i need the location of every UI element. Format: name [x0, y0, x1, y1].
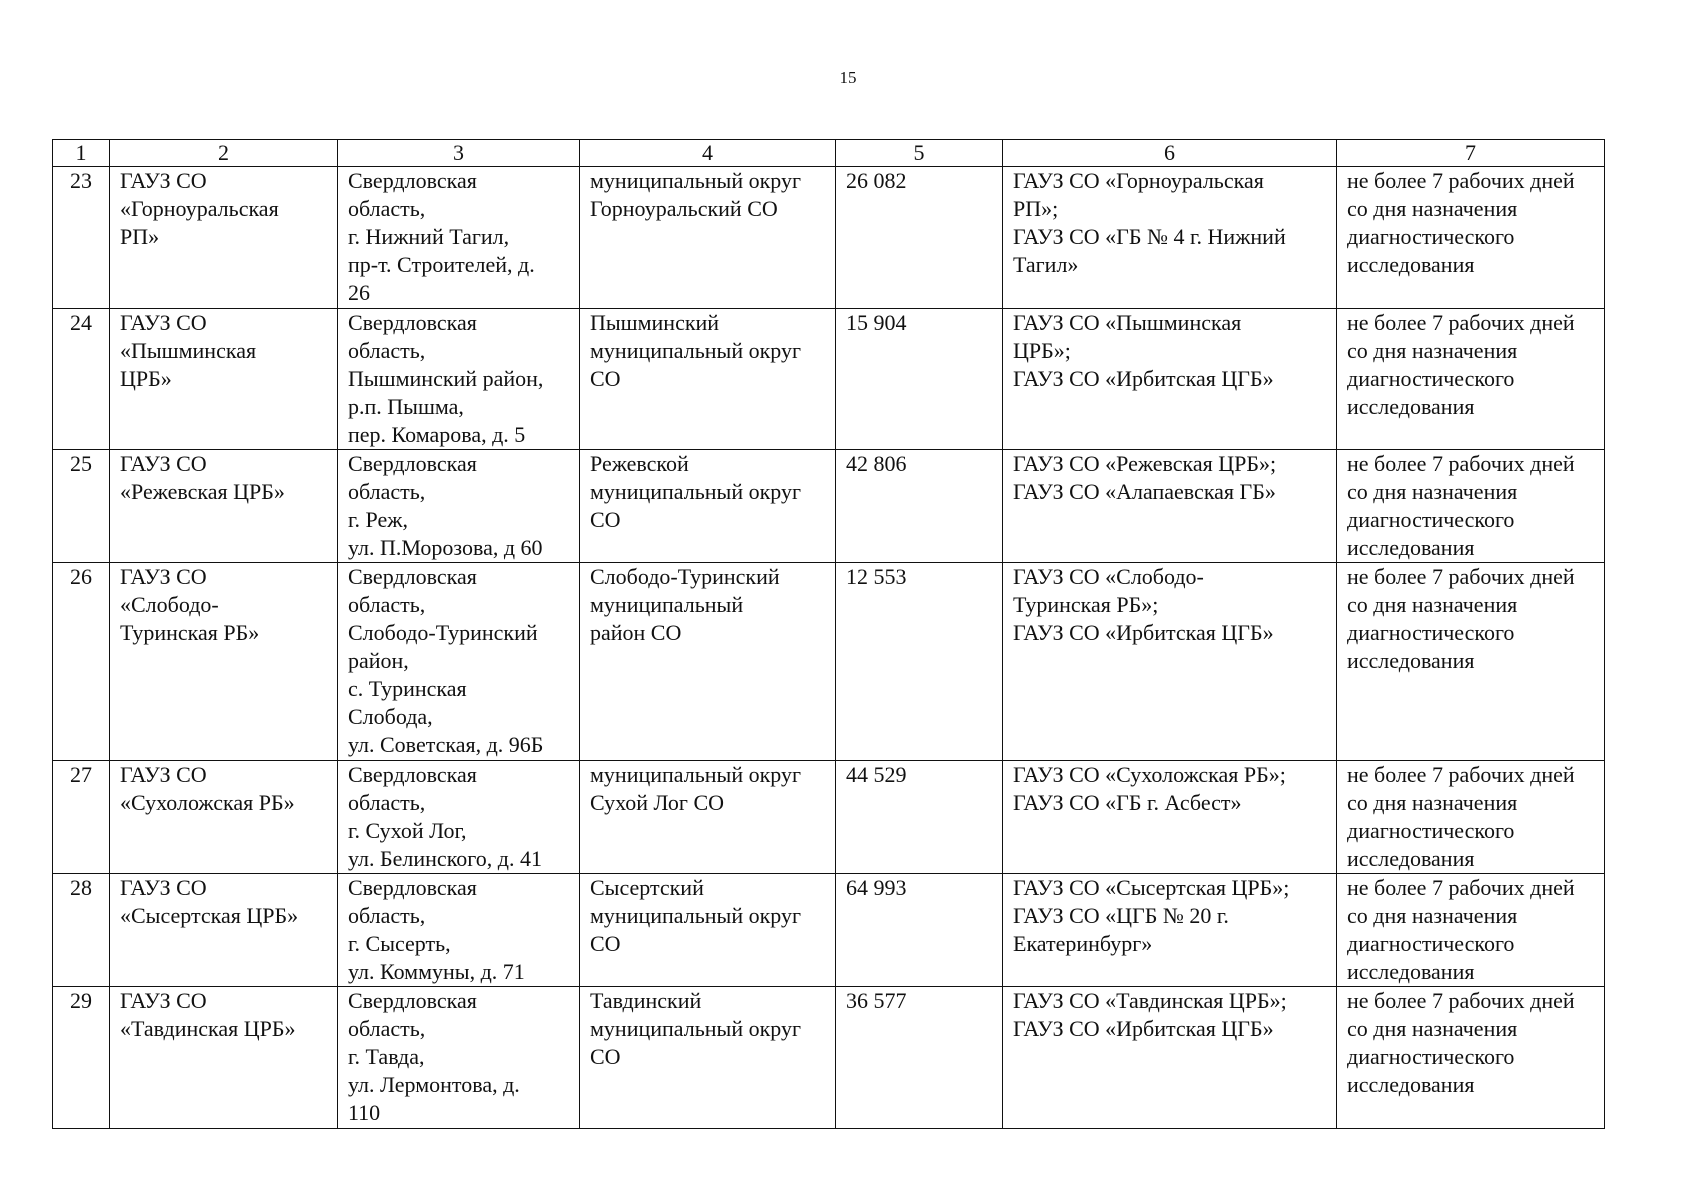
organization-cell: ГАУЗ СО «Сухоложская РБ» — [110, 761, 338, 874]
table-row — [53, 167, 1605, 309]
col-header-3: 3 — [338, 140, 580, 167]
territory-cell: муниципальный округ Сухой Лог СО — [580, 761, 836, 874]
territory-cell: Слободо-Туринский муниципальный район СО — [580, 563, 836, 761]
facilities-cell: ГАУЗ СО «Пышминская ЦРБ»; ГАУЗ СО «Ирбитская ЦГБ» — [1003, 309, 1337, 450]
term-cell: не более 7 рабочих дней со дня назначения диагностического исследования — [1337, 987, 1605, 1129]
row-number: 25 — [53, 450, 110, 563]
organization-cell: ГАУЗ СО «Горноуральская РП» — [110, 167, 338, 309]
page-number: 15 — [839, 68, 857, 87]
population-cell: 64 993 — [836, 874, 1003, 987]
facilities-cell: ГАУЗ СО «Тавдинская ЦРБ»; ГАУЗ СО «Ирбитская ЦГБ» — [1003, 987, 1337, 1129]
row-number: 24 — [53, 309, 110, 450]
col-header-1: 1 — [53, 140, 110, 167]
row-number: 27 — [53, 761, 110, 874]
territory-cell: Тавдинский муниципальный округ СО — [580, 987, 836, 1129]
population-cell: 12 553 — [836, 563, 1003, 761]
address-cell: Свердловская область, г. Сысерть, ул. Коммуны, д. 71 — [338, 874, 580, 987]
term-cell: не более 7 рабочих дней со дня назначения диагностического исследования — [1337, 761, 1605, 874]
organization-cell: ГАУЗ СО «Сысертская ЦРБ» — [110, 874, 338, 987]
table-row — [53, 309, 1605, 450]
row-number: 23 — [53, 167, 110, 309]
row-number: 29 — [53, 987, 110, 1129]
organization-cell: ГАУЗ СО «Слободо- Туринская РБ» — [110, 563, 338, 761]
row-number: 28 — [53, 874, 110, 987]
address-cell: Свердловская область, г. Нижний Тагил, пр-т. Строителей, д. 26 — [338, 167, 580, 309]
facilities-cell: ГАУЗ СО «Режевская ЦРБ»; ГАУЗ СО «Алапаевская ГБ» — [1003, 450, 1337, 563]
col-header-7: 7 — [1337, 140, 1605, 167]
table-row — [53, 450, 1605, 563]
col-header-5: 5 — [836, 140, 1003, 167]
col-header-2: 2 — [110, 140, 338, 167]
document-table — [52, 139, 1605, 1129]
organization-cell: ГАУЗ СО «Режевская ЦРБ» — [110, 450, 338, 563]
territory-cell: Пышминский муниципальный округ СО — [580, 309, 836, 450]
territory-cell: Сысертский муниципальный округ СО — [580, 874, 836, 987]
facilities-cell: ГАУЗ СО «Сысертская ЦРБ»; ГАУЗ СО «ЦГБ № 20 г. Екатеринбург» — [1003, 874, 1337, 987]
row-number: 26 — [53, 563, 110, 761]
table-row — [53, 987, 1605, 1129]
term-cell: не более 7 рабочих дней со дня назначения диагностического исследования — [1337, 874, 1605, 987]
population-cell: 36 577 — [836, 987, 1003, 1129]
address-cell: Свердловская область, г. Реж, ул. П.Морозова, д 60 — [338, 450, 580, 563]
address-cell: Свердловская область, Пышминский район, р.п. Пышма, пер. Комарова, д. 5 — [338, 309, 580, 450]
col-header-4: 4 — [580, 140, 836, 167]
table-row — [53, 563, 1605, 761]
term-cell: не более 7 рабочих дней со дня назначения диагностического исследования — [1337, 309, 1605, 450]
population-cell: 26 082 — [836, 167, 1003, 309]
address-cell: Свердловская область, г. Сухой Лог, ул. Белинского, д. 41 — [338, 761, 580, 874]
term-cell: не более 7 рабочих дней со дня назначения диагностического исследования — [1337, 563, 1605, 761]
population-cell: 44 529 — [836, 761, 1003, 874]
territory-cell: муниципальный округ Горноуральский СО — [580, 167, 836, 309]
facilities-cell: ГАУЗ СО «Горноуральская РП»; ГАУЗ СО «ГБ № 4 г. Нижний Тагил» — [1003, 167, 1337, 309]
facilities-cell: ГАУЗ СО «Слободо- Туринская РБ»; ГАУЗ СО «Ирбитская ЦГБ» — [1003, 563, 1337, 761]
term-cell: не более 7 рабочих дней со дня назначения диагностического исследования — [1337, 167, 1605, 309]
column-number-row — [53, 140, 1605, 167]
table-row — [53, 761, 1605, 874]
organization-cell: ГАУЗ СО «Пышминская ЦРБ» — [110, 309, 338, 450]
address-cell: Свердловская область, Слободо-Туринский район, с. Туринская Слобода, ул. Советская, д. 96Б — [338, 563, 580, 761]
population-cell: 42 806 — [836, 450, 1003, 563]
organization-cell: ГАУЗ СО «Тавдинская ЦРБ» — [110, 987, 338, 1129]
address-cell: Свердловская область, г. Тавда, ул. Лермонтова, д. 110 — [338, 987, 580, 1129]
col-header-6: 6 — [1003, 140, 1337, 167]
population-cell: 15 904 — [836, 309, 1003, 450]
facilities-cell: ГАУЗ СО «Сухоложская РБ»; ГАУЗ СО «ГБ г. Асбест» — [1003, 761, 1337, 874]
territory-cell: Режевской муниципальный округ СО — [580, 450, 836, 563]
term-cell: не более 7 рабочих дней со дня назначения диагностического исследования — [1337, 450, 1605, 563]
table-row — [53, 874, 1605, 987]
